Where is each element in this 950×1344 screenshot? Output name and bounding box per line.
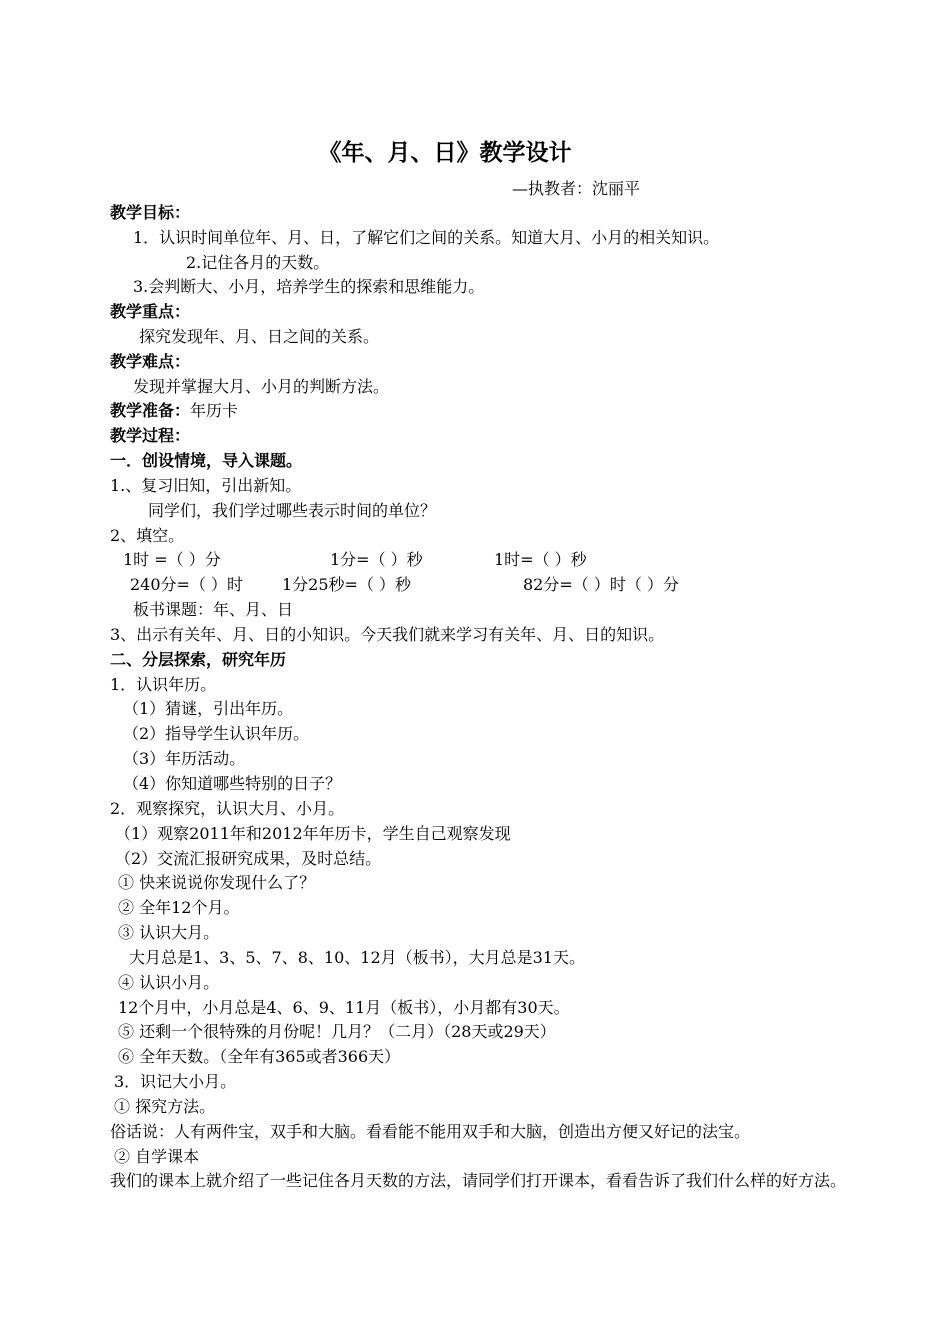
step-2-1a: （1）猜谜，引出年历。 xyxy=(123,699,294,718)
step-2-2a: （1）观察2011年和2012年年历卡，学生自己观察发现 xyxy=(115,824,511,843)
step-2-3: 3．识记大小月。 xyxy=(114,1072,237,1091)
step-2-1: 1．认识年历。 xyxy=(110,675,217,694)
step-2-2b: （2）交流汇报研究成果，及时总结。 xyxy=(115,849,382,868)
circle-item-2: ② 全年12个月。 xyxy=(118,898,240,917)
section-2-heading: 二、分层探索，研究年历 xyxy=(110,650,287,669)
step-2-1c: （3）年历活动。 xyxy=(123,749,246,768)
step-1-3: 3、出示有关年、月、日的小知识。今天我们就来学习有关年、月、日的知识。 xyxy=(110,625,665,644)
goals-heading: 教学目标： xyxy=(110,203,191,222)
board-title: 板书课题：年、月、日 xyxy=(133,600,294,619)
method-item-2: ② 自学课本 xyxy=(114,1147,200,1166)
prep-line xyxy=(110,400,238,422)
fill-blank-5: 1分25秒=（ ）秒 xyxy=(282,575,412,594)
circle-item-6: ⑥ 全年天数。（全年有365或者366天） xyxy=(118,1047,401,1066)
prep-text: 年历卡 xyxy=(190,401,239,420)
process-heading: 教学过程： xyxy=(110,426,191,445)
circle-item-1: ① 快来说说你发现什么了？ xyxy=(118,873,316,892)
fill-blank-3: 1时=（ ）秒 xyxy=(494,550,587,569)
section-1-heading: 一．创设情境，导入课题。 xyxy=(110,451,303,470)
author-line: —执教者：沈丽平 xyxy=(512,179,641,198)
step-1-question: 同学们，我们学过哪些表示时间的单位？ xyxy=(148,501,437,520)
difficulty-heading: 教学难点： xyxy=(110,352,191,371)
document-title: 《年、月、日》教学设计 xyxy=(318,140,572,166)
circle-item-4: ④ 认识小月。 xyxy=(118,973,220,992)
fill-blank-2: 1分=（ ）秒 xyxy=(330,550,423,569)
step-2-1d: （4）你知道哪些特别的日子？ xyxy=(123,774,342,793)
circle-item-5: ⑤ 还剩一个很特殊的月份呢！几月？（二月）（28天或29天） xyxy=(118,1022,556,1041)
method-text-2: 我们的课本上就介绍了一些记住各月天数的方法，请同学们打开课本，看看告诉了我们什么样的好方法。 xyxy=(110,1171,847,1190)
difficulty-text: 发现并掌握大月、小月的判断方法。 xyxy=(133,377,390,396)
step-2-1b: （2）指导学生认识年历。 xyxy=(123,724,310,743)
fill-blank-1: 1时 =（ ）分 xyxy=(123,550,221,569)
key-text: 探究发现年、月、日之间的关系。 xyxy=(139,327,380,346)
method-item-1: ① 探究方法。 xyxy=(114,1097,216,1116)
step-2-2: 2．观察探究，认识大月、小月。 xyxy=(110,799,345,818)
fill-blank-6: 82分=（ ）时（ ）分 xyxy=(523,575,679,594)
prep-heading: 教学准备： xyxy=(110,401,191,420)
method-text-1: 俗话说：人有两件宝，双手和大脑。看看能不能用双手和大脑，创造出方便又好记的法宝。 xyxy=(110,1122,751,1141)
circle-item-3: ③ 认识大月。 xyxy=(118,923,220,942)
small-month-text: 12个月中，小月总是4、6、9、11月（板书），小月都有30天。 xyxy=(118,998,570,1017)
step-1-2: 2、填空。 xyxy=(110,526,185,545)
goal-3: 3.会判断大、小月，培养学生的探索和思维能力。 xyxy=(133,277,485,296)
key-heading: 教学重点： xyxy=(110,302,191,321)
fill-blank-4: 240分=（ ）时 xyxy=(130,575,244,594)
goal-1: 1．认识时间单位年、月、日，了解它们之间的关系。知道大月、小月的相关知识。 xyxy=(133,228,720,247)
goal-2: 2.记住各月的天数。 xyxy=(186,253,330,272)
step-1-1: 1.、复习旧知，引出新知。 xyxy=(110,476,302,495)
big-month-text: 大月总是1、3、5、7、8、10、12月（板书），大月总是31天。 xyxy=(129,948,585,967)
